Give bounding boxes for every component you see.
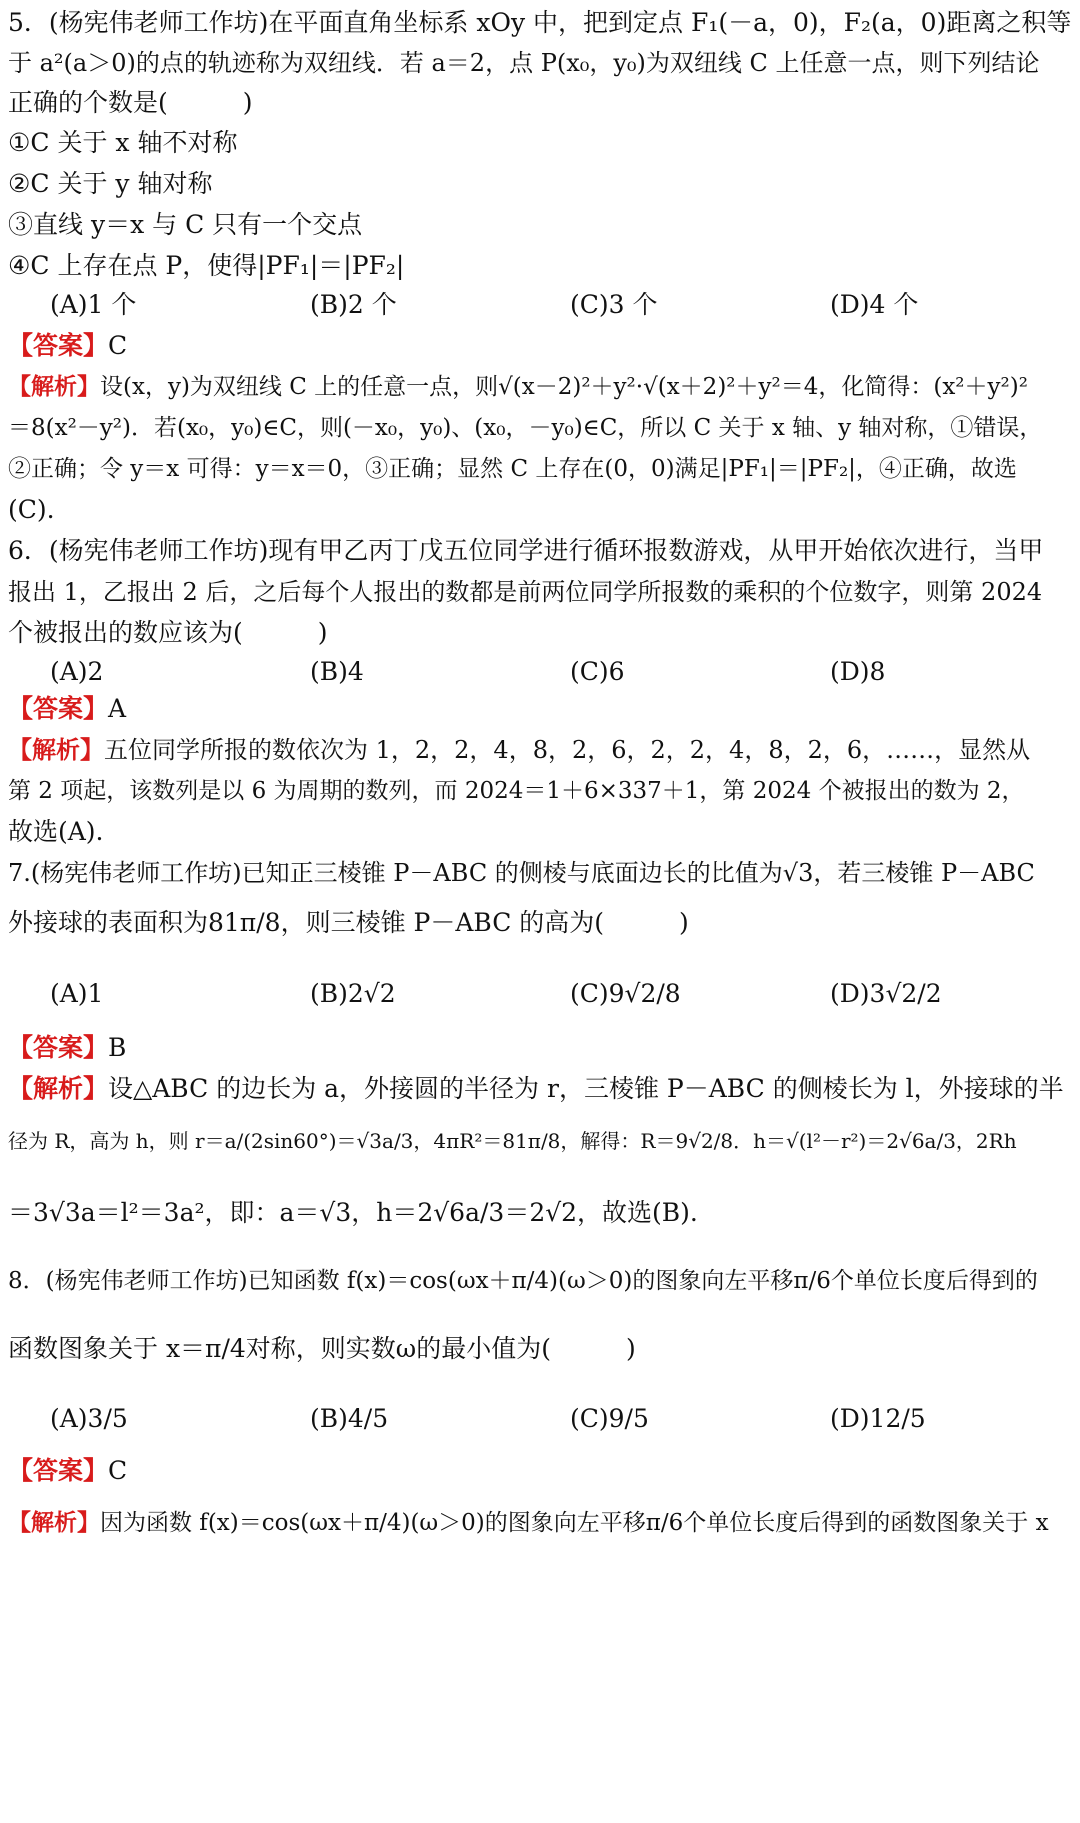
q5-analysis-line: ②正确；令 y＝x 可得：y＝x＝0，③正确；显然 C 上存在(0，0)满足|PF₁|＝|PF₂|，④正确，故选	[8, 456, 1017, 482]
q5-analysis: 【解析】设(x，y)为双纽线 C 上的任意一点，则√(x－2)²＋y²·√(x＋2)²＋y²＝4，化简得：(x²＋y²)²	[8, 364, 1072, 410]
option-b: (B)2 个	[310, 290, 397, 319]
option-a: (A)3/5	[50, 1404, 128, 1433]
option-a: (A)2	[50, 657, 104, 686]
option-d: (D)3√2/2	[830, 979, 942, 1008]
option-d: (D)12/5	[830, 1404, 926, 1433]
q6-analysis-line: 故选(A).	[8, 817, 104, 846]
q8-answer	[8, 1448, 1072, 1494]
q8-text-line: 8．(杨宪伟老师工作坊)已知函数 f(x)＝cos(ωx＋π/4)(ω＞0)的图象向左平移π/6个单位长度后得到的	[8, 1268, 1038, 1294]
q5-statement: ④C 上存在点 P，使得|PF₁|＝|PF₂|	[8, 251, 405, 280]
q5-statement: ③直线 y＝x 与 C 只有一个交点	[8, 210, 363, 239]
analysis-label: 【解析】	[8, 735, 104, 764]
analysis-label: 【解析】	[8, 1509, 100, 1536]
option-c: (C)6	[570, 657, 625, 686]
analysis-label: 【解析】	[8, 373, 100, 400]
answer-value: C	[108, 331, 128, 360]
answer-label: 【答案】	[8, 694, 109, 723]
q6-analysis: 【解析】五位同学所报的数依次为 1，2，2，4，8，2，6，2，2，4，8，2，6，……，显然从	[8, 727, 1072, 773]
q7-analysis-line: ＝3√3a＝l²＝3a²，即：a＝√3，h＝2√6a/3＝2√2，故选(B).	[8, 1198, 698, 1227]
option-b: (B)2√2	[310, 979, 396, 1008]
q7-text-line: 7.(杨宪伟老师工作坊)已知正三棱锥 P－ABC 的侧棱与底面边长的比值为√3，若三棱锥 P－ABC	[8, 859, 1035, 887]
option-b: (B)4	[310, 657, 364, 686]
q5-statement: ②C 关于 y 轴对称	[8, 169, 213, 198]
q7-text-line: 外接球的表面积为81π/8，则三棱锥 P－ABC 的高为( )	[8, 908, 689, 937]
q8-analysis: 【解析】因为函数 f(x)＝cos(ωx＋π/4)(ω＞0)的图象向左平移π/6个单位长度后得到的函数图象关于 x	[8, 1500, 1072, 1546]
q6-text-line: 6．(杨宪伟老师工作坊)现有甲乙丙丁戊五位同学进行循环报数游戏，从甲开始依次进行，当甲	[8, 536, 1044, 565]
answer-value: B	[108, 1033, 127, 1062]
option-b: (B)4/5	[310, 1404, 389, 1433]
option-c: (C)3 个	[570, 290, 658, 319]
answer-value: C	[108, 1456, 128, 1485]
q6-analysis-line: 第 2 项起，该数列是以 6 为周期的数列，而 2024＝1＋6×337＋1，第 2024 个被报出的数为 2，	[8, 778, 1025, 804]
q5-analysis-line: (C).	[8, 495, 55, 524]
q8-text-line: 函数图象关于 x＝π/4对称，则实数ω的最小值为( )	[8, 1334, 636, 1363]
option-a: (A)1 个	[50, 290, 137, 319]
option-d: (D)8	[830, 657, 886, 686]
q8-options	[50, 1390, 1072, 1448]
option-c: (C)9√2/8	[570, 979, 681, 1008]
q7-analysis-line: 径为 R，高为 h，则 r＝a/(2sin60°)＝√3a/3，4πR²＝81π/8，解得：R＝9√2/8．h＝√(l²－r²)＝2√6a/3，2Rh	[8, 1129, 1017, 1153]
q6-text-line: 报出 1，乙报出 2 后，之后每个人报出的数都是前两位同学所报数的乘积的个位数字，则第 2024	[8, 578, 1043, 606]
q5-answer	[8, 323, 1072, 369]
q5-analysis-line: ＝8(x²－y²)．若(x₀，y₀)∈C，则(－x₀，y₀)、(x₀，－y₀)∈C，所以 C 关于 x 轴、y 轴对称，①错误，	[8, 415, 1043, 441]
answer-label: 【答案】	[8, 1456, 109, 1485]
option-d: (D)4 个	[830, 290, 919, 319]
q7-options	[50, 965, 1072, 1023]
q5-text-line: 于 a²(a＞0)的点的轨迹称为双纽线．若 a＝2，点 P(x₀，y₀)为双纽线 C 上任意一点，则下列结论	[8, 49, 1040, 77]
q5-statement: ①C 关于 x 轴不对称	[8, 128, 238, 157]
q7-analysis: 【解析】设△ABC 的边长为 a，外接圆的半径为 r，三棱锥 P－ABC 的侧棱长为 l，外接球的半	[8, 1066, 1072, 1112]
q6-text-line: 个被报出的数应该为( )	[8, 618, 328, 647]
answer-label: 【答案】	[8, 1033, 109, 1062]
analysis-label: 【解析】	[8, 1074, 109, 1103]
q5-text-line: 5．(杨宪伟老师工作坊)在平面直角坐标系 xOy 中，把到定点 F₁(－a，0)，F₂(a，0)距离之积等	[8, 8, 1072, 37]
option-c: (C)9/5	[570, 1404, 649, 1433]
q6-answer	[8, 686, 1072, 732]
answer-label: 【答案】	[8, 331, 109, 360]
option-a: (A)1	[50, 979, 104, 1008]
q5-text-line: 正确的个数是( )	[8, 88, 253, 117]
q7-answer	[8, 1025, 1072, 1071]
answer-value: A	[108, 694, 127, 723]
